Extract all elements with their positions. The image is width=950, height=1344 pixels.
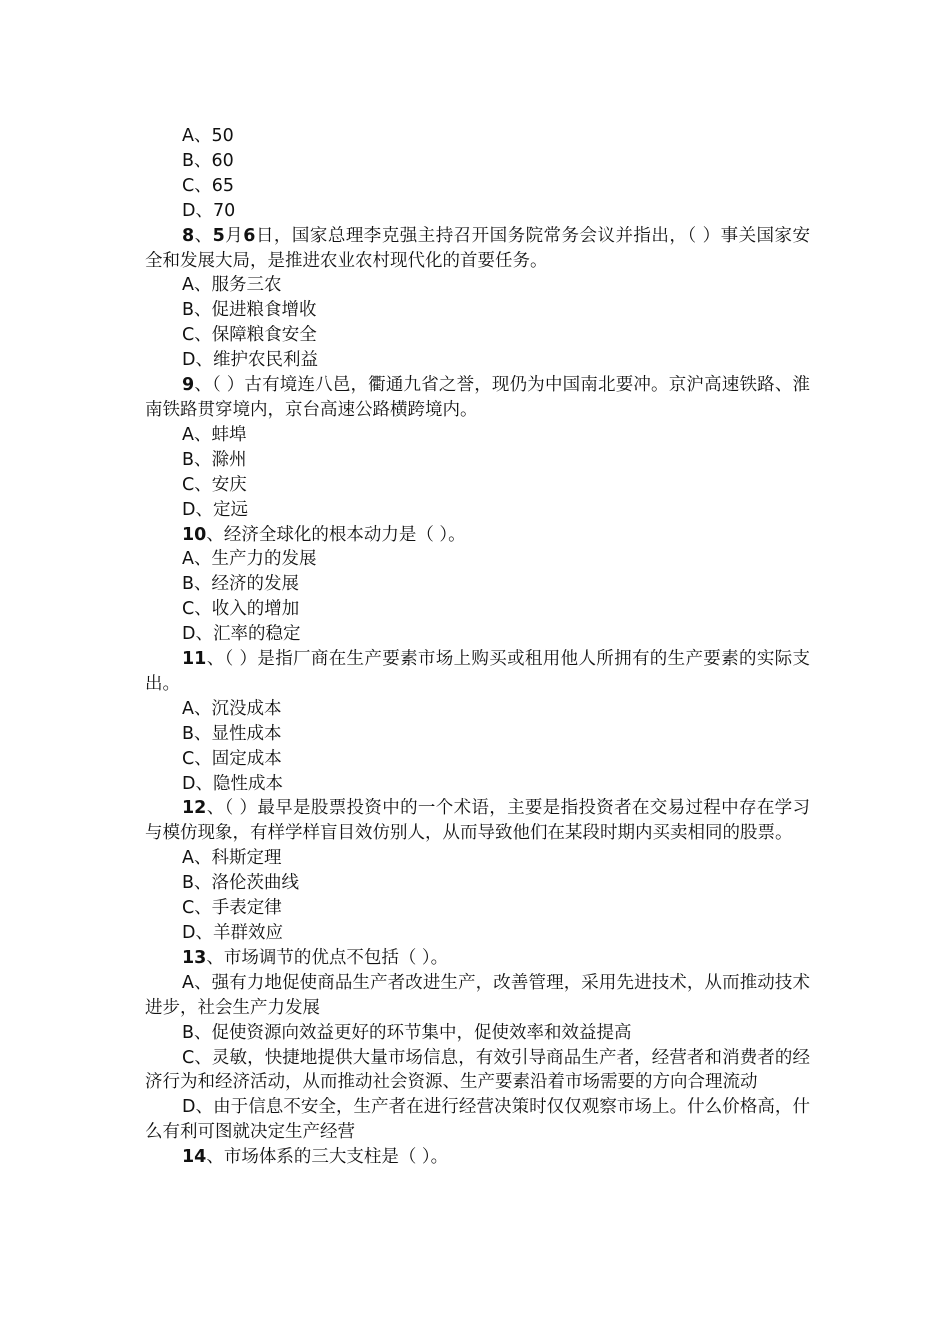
- q8-option-c: C、保障粮食安全: [182, 325, 317, 346]
- question-9-number: 9: [182, 375, 195, 396]
- question-13-number: 13: [182, 947, 207, 968]
- q11-option-d: D、隐性成本: [182, 773, 283, 794]
- q8-option-a: A、服务三农: [182, 275, 282, 296]
- question-14: [145, 1145, 810, 1170]
- q13-option-a: A、强有力地促使商品生产者改进生产，改善管理，采用先进技术，从而推动技术进步，社会生产力发展: [145, 972, 810, 1018]
- q7-option-a: A、50: [182, 126, 234, 146]
- question-9: [145, 373, 810, 423]
- q9-option-b: B、滁州: [182, 449, 247, 470]
- question-8-sep: 、: [194, 225, 213, 246]
- q13-option-b: B、促使资源向效益更好的环节集中，促使效率和效益提高: [182, 1022, 632, 1043]
- q11-option-a: A、沉没成本: [182, 698, 282, 719]
- q12-option-c: C、手表定律: [182, 898, 282, 919]
- question-8: [145, 224, 810, 274]
- q8-option-d: D、维护农民利益: [182, 350, 318, 371]
- question-10-number: 10: [182, 524, 207, 545]
- q8-option-b: B、促进粮食增收: [182, 300, 317, 321]
- q9-option-a: A、蚌埠: [182, 424, 247, 445]
- q10-option-c: C、收入的增加: [182, 599, 300, 620]
- document-page: [145, 124, 810, 1170]
- q10-option-b: B、经济的发展: [182, 574, 300, 595]
- q9-option-d: D、定远: [182, 499, 248, 520]
- q7-option-d: D、70: [182, 200, 236, 221]
- question-10: [145, 523, 810, 548]
- q12-option-d: D、羊群效应: [182, 923, 283, 943]
- q13-option-c: C、灵敏，快捷地提供大量市场信息，有效引导商品生产者，经营者和消费者的经济行为和经济活动，从而推动社会资源、生产要素沿着市场需要的方向合理流动: [145, 1047, 810, 1093]
- question-11: [145, 647, 810, 697]
- q7-option-c: C、65: [182, 175, 234, 196]
- question-10-text: 、经济全球化的根本动力是（ ）。: [206, 524, 466, 545]
- question-14-text: 、市场体系的三大支柱是（ ）。: [206, 1147, 449, 1168]
- q10-option-d: D、汇率的稳定: [182, 624, 301, 645]
- question-13: [145, 946, 810, 971]
- question-12-text: 、（ ）最早是股票投资中的一个术语，主要是指投资者在交易过程中存在学习与模仿现象，有样学样盲目效仿别人，从而导致他们在某段时期内买卖相同的股票。: [145, 798, 810, 844]
- question-14-number: 14: [182, 1147, 207, 1168]
- question-11-number: 11: [182, 649, 207, 670]
- q9-option-c: C、安庆: [182, 474, 247, 495]
- q7-option-b: B、60: [182, 150, 234, 171]
- question-8-month: 5: [212, 225, 225, 246]
- question-8-number: 8: [182, 225, 195, 246]
- q10-option-a: A、生产力的发展: [182, 549, 317, 570]
- question-12-number: 12: [182, 798, 207, 819]
- question-8-text: 日，国家总理李克强主持召开国务院常务会议并指出，（ ）事关国家安全和发展大局，是推进农业农村现代化的首要任务。: [145, 225, 811, 271]
- q13-option-d: D、由于信息不安全，生产者在进行经营决策时仅仅观察市场上。什么价格高，什么有利可图就决定生产经营: [145, 1097, 810, 1143]
- q12-option-a: A、科斯定理: [182, 848, 282, 869]
- question-8-month-char: 月: [224, 225, 244, 246]
- question-12: [145, 796, 810, 846]
- q11-option-c: C、固定成本: [182, 748, 282, 769]
- question-8-day: 6: [243, 225, 256, 246]
- question-13-text: 、市场调节的优点不包括（ ）。: [206, 947, 449, 968]
- question-11-text: 、（ ）是指厂商在生产要素市场上购买或租用他人所拥有的生产要素的实际支出。: [145, 649, 810, 694]
- question-9-text: 、（ ）古有境连八邑，衢通九省之誉，现仍为中国南北要冲。京沪高速铁路、淮南铁路贯穿境内，京台高速公路横跨境内。: [145, 375, 810, 420]
- q11-option-b: B、显性成本: [182, 723, 282, 744]
- q12-option-b: B、洛伦茨曲线: [182, 873, 300, 894]
